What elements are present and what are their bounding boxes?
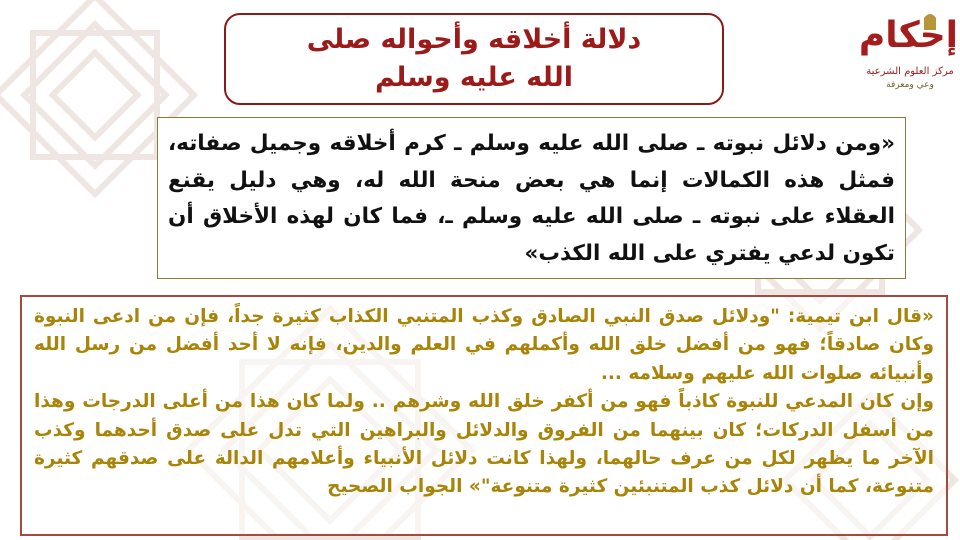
brand-logo	[858, 8, 958, 98]
logo-tagline: وعي ومعرفة	[886, 80, 934, 90]
logo-name: إحكام	[858, 15, 958, 56]
logo-subtitle: مركز العلوم الشرعية	[866, 66, 954, 77]
slide-title: دلالة أخلاقه وأحواله صلى الله عليه وسلم	[306, 24, 642, 93]
quote-text: «ومن دلائل نبوته ـ صلى الله عليه وسلم ـ كرم أخلاقه وجميل صفاته، فمثل هذه الكمالات إنما هي بعض منحة الله له، وهي دليل يقنع العقلاء على نبوته ـ صلى الله عليه وسلم ـ، فما كان لهذه الأخلاق أن تكون لدعي يفتري على الله الكذب»	[168, 131, 895, 266]
quote-box	[157, 117, 906, 279]
ibn-taymiyyah-quote-box	[20, 295, 948, 536]
title-box	[224, 13, 724, 105]
ibn-taymiyyah-quote-text: «قال ابن تيمية: "ودلائل صدق النبي الصادق وكذب المتنبي الكذاب كثيرة جداً، فإن من ادعى النبوة وكان صادقاً؛ فهو من أفضل خلق الله وأكملهم في العلم والدين، فإنه لا أحد أفضل من رسل الله وأنبيائه صلوات الله عليهم وسلامه ... وإن كان المدعي للنبوة كاذباً فهو من أكفر خلق الله وشرهم .. ولما كان هذا من أعلى الدرجات وهذا من أسفل الدركات؛ كان بينهما من الفروق والدلائل والبراهين التي تدل على صدق أحدهما وكذب الآخر ما يظهر لكل من عرف حالهما، ولهذا كانت دلائل الأنبياء وأعلامهم الدالة على صدقهم كثيرة متنوعة، كما أن دلائل كذب المتنبئين كثيرة متنوعة"» الجواب الصحيح	[34, 306, 934, 498]
